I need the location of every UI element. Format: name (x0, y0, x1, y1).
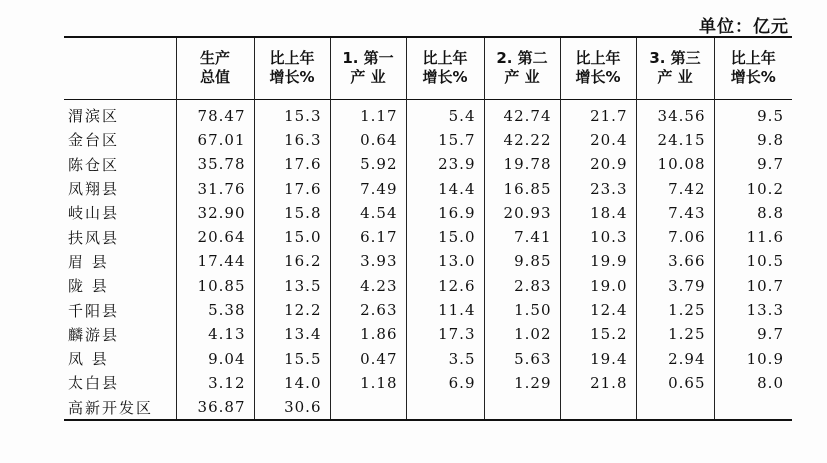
table-cell: 13.5 (254, 274, 330, 298)
table-cell: 17.6 (254, 176, 330, 200)
table-cell: 1.25 (636, 322, 714, 346)
table-row (64, 274, 792, 298)
table-cell: 20.9 (560, 152, 636, 176)
column-header-line: 产 业 (657, 68, 693, 87)
district-name: 高新开发区 (68, 398, 154, 417)
district-name: 扶风县 (68, 228, 120, 247)
table-row (64, 201, 792, 225)
table-row (64, 322, 792, 346)
district-name: 凤翔县 (68, 180, 120, 199)
column-header-line: 比上年 (422, 49, 468, 68)
table-cell: 12.2 (254, 298, 330, 322)
table-cell: 36.87 (176, 395, 254, 420)
unit-label: 单位：亿元 (699, 17, 789, 37)
table-cell: 13.0 (406, 249, 484, 273)
table-cell: 16.85 (484, 176, 560, 200)
table-row (64, 298, 792, 322)
table-row (64, 371, 792, 395)
table-cell: 5.4 (406, 99, 484, 128)
column-header-line: 2. 第二 (496, 49, 548, 68)
table-cell: 31.76 (176, 176, 254, 200)
table-cell: 42.22 (484, 128, 560, 152)
table-cell: 12.6 (406, 274, 484, 298)
table-cell: 78.47 (176, 99, 254, 128)
district-name: 麟游县 (68, 325, 120, 344)
table-cell: 42.74 (484, 99, 560, 128)
table-cell: 30.6 (254, 395, 330, 420)
table-cell: 9.85 (484, 249, 560, 273)
table-cell: 13.4 (254, 322, 330, 346)
table-cell: 2.94 (636, 346, 714, 370)
column-header (406, 37, 484, 99)
table-cell: 5.38 (176, 298, 254, 322)
table-cell: 16.9 (406, 201, 484, 225)
district-name: 金台区 (68, 131, 120, 150)
column-header-line: 比上年 (269, 49, 315, 68)
table-row (64, 225, 792, 249)
table-cell: 15.0 (254, 225, 330, 249)
table-row (64, 152, 792, 176)
table-cell: 19.78 (484, 152, 560, 176)
column-header (64, 37, 176, 99)
district-name: 眉 县 (68, 252, 109, 271)
table-cell: 19.4 (560, 346, 636, 370)
table-cell: 1.86 (330, 322, 406, 346)
table-cell: 1.25 (636, 298, 714, 322)
table-cell: 23.3 (560, 176, 636, 200)
district-name: 凤 县 (68, 350, 109, 369)
table-cell: 16.3 (254, 128, 330, 152)
table-cell: 4.23 (330, 274, 406, 298)
column-header-line: 产 业 (504, 68, 540, 87)
table-cell: 13.3 (714, 298, 792, 322)
table-cell: 18.4 (560, 201, 636, 225)
table-cell (714, 395, 792, 420)
table-row (64, 128, 792, 152)
column-header-line: 生产 (199, 49, 230, 68)
column-header (176, 37, 254, 99)
table-cell: 10.85 (176, 274, 254, 298)
column-header (254, 37, 330, 99)
table-cell: 9.8 (714, 128, 792, 152)
gdp-table (64, 36, 792, 421)
table-cell: 10.3 (560, 225, 636, 249)
table-cell: 0.47 (330, 346, 406, 370)
table-cell: 2.63 (330, 298, 406, 322)
table-cell: 3.66 (636, 249, 714, 273)
table-cell (330, 395, 406, 420)
district-name: 太白县 (68, 374, 120, 393)
table-cell: 6.9 (406, 371, 484, 395)
table-cell: 35.78 (176, 152, 254, 176)
table-cell: 17.44 (176, 249, 254, 273)
table-cell: 67.01 (176, 128, 254, 152)
table-cell: 19.0 (560, 274, 636, 298)
column-header-line: 比上年 (730, 49, 776, 68)
table-cell: 19.9 (560, 249, 636, 273)
table-cell: 15.8 (254, 201, 330, 225)
table-row (64, 176, 792, 200)
column-header-line: 1. 第一 (342, 49, 394, 68)
district-name: 千阳县 (68, 301, 120, 320)
table-cell: 16.2 (254, 249, 330, 273)
column-header (560, 37, 636, 99)
table-cell: 15.7 (406, 128, 484, 152)
column-header-line: 增长% (575, 68, 621, 87)
district-name: 陈仓区 (68, 155, 120, 174)
column-header (330, 37, 406, 99)
column-header-line: 增长% (422, 68, 468, 87)
table-cell: 7.06 (636, 225, 714, 249)
table-cell: 9.5 (714, 99, 792, 128)
table-cell: 10.7 (714, 274, 792, 298)
table-row (64, 395, 792, 420)
table-cell: 3.12 (176, 371, 254, 395)
table-cell (406, 395, 484, 420)
table-cell: 8.8 (714, 201, 792, 225)
table-cell: 9.7 (714, 152, 792, 176)
table-cell: 5.92 (330, 152, 406, 176)
table-row (64, 249, 792, 273)
table-cell: 4.54 (330, 201, 406, 225)
district-name: 陇 县 (68, 277, 109, 296)
table-cell: 1.18 (330, 371, 406, 395)
table-cell: 5.63 (484, 346, 560, 370)
table-cell: 32.90 (176, 201, 254, 225)
district-name: 岐山县 (68, 204, 120, 223)
table-cell: 24.15 (636, 128, 714, 152)
column-header-line: 3. 第三 (649, 49, 701, 68)
table-row (64, 99, 792, 128)
table-cell: 21.8 (560, 371, 636, 395)
table-cell: 21.7 (560, 99, 636, 128)
column-header (484, 37, 560, 99)
column-header-line: 总值 (199, 68, 230, 87)
table-cell: 7.49 (330, 176, 406, 200)
table-cell: 15.0 (406, 225, 484, 249)
table-cell: 34.56 (636, 99, 714, 128)
table-cell: 10.5 (714, 249, 792, 273)
table-cell: 1.17 (330, 99, 406, 128)
column-header (636, 37, 714, 99)
table-cell: 15.3 (254, 99, 330, 128)
table-cell: 7.42 (636, 176, 714, 200)
table-cell: 4.13 (176, 322, 254, 346)
table-cell: 9.04 (176, 346, 254, 370)
table-cell: 7.41 (484, 225, 560, 249)
table-cell (560, 395, 636, 420)
table-cell: 9.7 (714, 322, 792, 346)
table-cell: 3.93 (330, 249, 406, 273)
header-row (64, 37, 792, 99)
column-header-line: 增长% (730, 68, 776, 87)
table-cell: 1.29 (484, 371, 560, 395)
column-header (714, 37, 792, 99)
table-cell: 12.4 (560, 298, 636, 322)
table-row (64, 346, 792, 370)
column-header-line: 增长% (269, 68, 315, 87)
column-header-line: 比上年 (575, 49, 621, 68)
table-cell: 8.0 (714, 371, 792, 395)
table-cell (484, 395, 560, 420)
table-cell: 15.5 (254, 346, 330, 370)
table-cell: 1.02 (484, 322, 560, 346)
table-cell: 23.9 (406, 152, 484, 176)
table-cell: 11.4 (406, 298, 484, 322)
table-cell: 1.50 (484, 298, 560, 322)
table-cell: 3.5 (406, 346, 484, 370)
table-cell: 10.08 (636, 152, 714, 176)
table-cell: 17.6 (254, 152, 330, 176)
table-cell: 20.93 (484, 201, 560, 225)
table-cell: 14.0 (254, 371, 330, 395)
table-cell: 0.65 (636, 371, 714, 395)
table-cell: 11.6 (714, 225, 792, 249)
table-cell: 10.2 (714, 176, 792, 200)
table-cell: 17.3 (406, 322, 484, 346)
district-name: 渭滨区 (68, 107, 120, 126)
table-cell: 14.4 (406, 176, 484, 200)
table-cell: 2.83 (484, 274, 560, 298)
table-cell: 7.43 (636, 201, 714, 225)
table-cell: 20.4 (560, 128, 636, 152)
table-cell: 15.2 (560, 322, 636, 346)
table-cell: 0.64 (330, 128, 406, 152)
table-cell: 20.64 (176, 225, 254, 249)
table-cell: 6.17 (330, 225, 406, 249)
column-header-line: 产 业 (350, 68, 386, 87)
table-cell: 10.9 (714, 346, 792, 370)
table-cell: 3.79 (636, 274, 714, 298)
table-cell (636, 395, 714, 420)
